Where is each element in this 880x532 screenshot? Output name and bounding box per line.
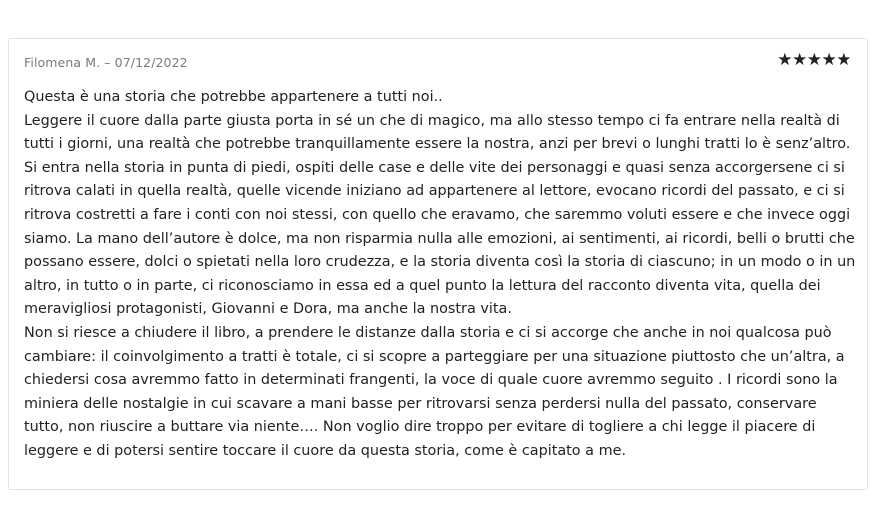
review-date: 07/12/2022 — [114, 55, 188, 70]
star-rating: ★★★★★ — [777, 50, 851, 70]
review-meta — [24, 55, 188, 70]
review-paragraph: Non si riesce a chiudere il libro, a prendere le distanze dalla storia e ci si accorge che anche in noi qualcosa può cambiare: il coinvolgimento a tratti è totale, ci si scopre a parteggiare per una situazione piuttosto che un’altra, a chiedersi cosa avremmo fatto in determinati frangenti, la voce di quale cuore avremmo seguito . I ricordi sono la miniera delle nostalgie in cui scavare a mani basse per ritrovarsi senza perdersi nulla del passato, conservare tutto, non riuscire a buttare via niente…. Non voglio dire troppo per evitare di togliere a chi legge il piacere di leggere e di potersi sentire toccare il cuore da questa storia, come è capitato a me. — [24, 324, 845, 459]
review-paragraph: Questa è una storia che potrebbe appartenere a tutti noi.. — [24, 89, 443, 105]
review-text — [24, 86, 856, 464]
review-card — [8, 38, 868, 490]
review-paragraph: Leggere il cuore dalla parte giusta porta in sé un che di magico, ma allo stesso tempo ci fa entrare nella realtà di tutti i giorni, una realtà che potrebbe tranquillamente essere la nostra, anzi per brevi o lunghi tratti lo è senz’altro. Si entra nella storia in punta di piedi, ospiti delle case e delle vite dei personaggi e quasi senza accorgersene ci si ritrova calati in quella realtà, quelle vicende iniziano ad appartenere al lettore, evocano ricordi del passato, e ci si ritrova costretti a fare i conti con noi stessi, con quello che eravamo, che saremmo voluti essere e che invece oggi siamo. La mano dell’autore è dolce, ma non risparmia nulla alle emozioni, ai sentimenti, ai ricordi, belli o brutti che possano essere, dolci o spietati nella loro crudezza, e la storia diventa così la storia di ciascuno; in un modo o in un altro, in tutto o in parte, ci riconosciamo in essa ed a quel punto la lettura del racconto diventa vita, quella dei meravigliosi protagonisti, Giovanni e Dora, ma anche la nostra vita. — [24, 112, 856, 318]
meta-separator: – — [104, 55, 111, 70]
review-author: Filomena M. — [24, 55, 101, 70]
